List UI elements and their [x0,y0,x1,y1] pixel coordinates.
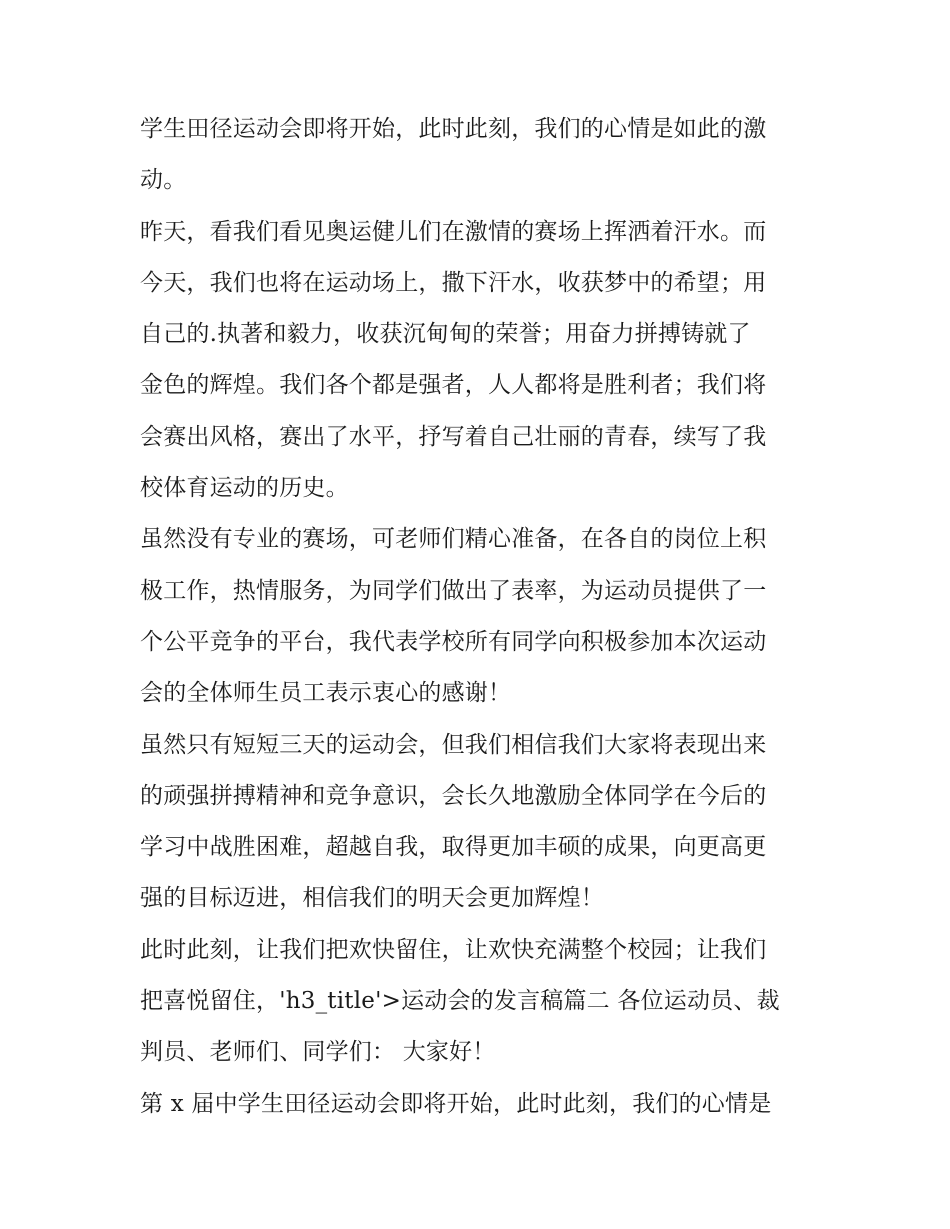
text-line: 金色的辉煌。我们各个都是强者，人人都将是胜利者；我们将 [140,372,767,399]
text-line: 第 x 届中学生田径运动会即将开始，此时此刻，我们的心情是 [140,1090,772,1117]
text-line: 个公平竞争的平台，我代表学校所有同学向积极参加本次运动 [140,628,767,655]
text-line: 自己的.执著和毅力，收获沉甸甸的荣誉；用奋力拼搏铸就了 [140,321,751,348]
text-line: 昨天，看我们看见奥运健儿们在激情的赛场上挥洒着汗水。而 [140,218,767,245]
text-line: 学习中战胜困难，超越自我，取得更加丰硕的成果，向更高更 [140,834,767,861]
text-line: 判员、老师们、同学们： 大家好！ [140,1039,496,1066]
text-line: 把喜悦留住，'h3_title'>运动会的发言稿篇二 各位运动员、裁 [140,988,780,1015]
text-line: 学生田径运动会即将开始，此时此刻，我们的心情是如此的激 [140,116,767,142]
text-line: 会的全体师生员工表示衷心的感谢！ [140,680,512,707]
text-line: 虽然只有短短三天的运动会，但我们相信我们大家将表现出来 [140,731,767,758]
text-line: 此时此刻，让我们把欢快留住，让欢快充满整个校园；让我们 [140,936,767,963]
document-body [140,104,820,1130]
text-line: 极工作，热情服务，为同学们做出了表率，为运动员提供了一 [140,577,767,604]
text-line: 强的目标迈进，相信我们的明天会更加辉煌！ [140,885,604,912]
text-line: 的顽强拼搏精神和竞争意识，会长久地激励全体同学在今后的 [140,782,767,809]
text-line: 校体育运动的历史。 [140,475,349,502]
text-line: 虽然没有专业的赛场，可老师们精心准备，在各自的岗位上积 [140,526,767,553]
text-line: 会赛出风格，赛出了水平，抒写着自己壮丽的青春，续写了我 [140,423,767,450]
text-line: 动。 [140,167,187,194]
text-line: 今天，我们也将在运动场上，撒下汗水，收获梦中的希望；用 [140,269,767,296]
